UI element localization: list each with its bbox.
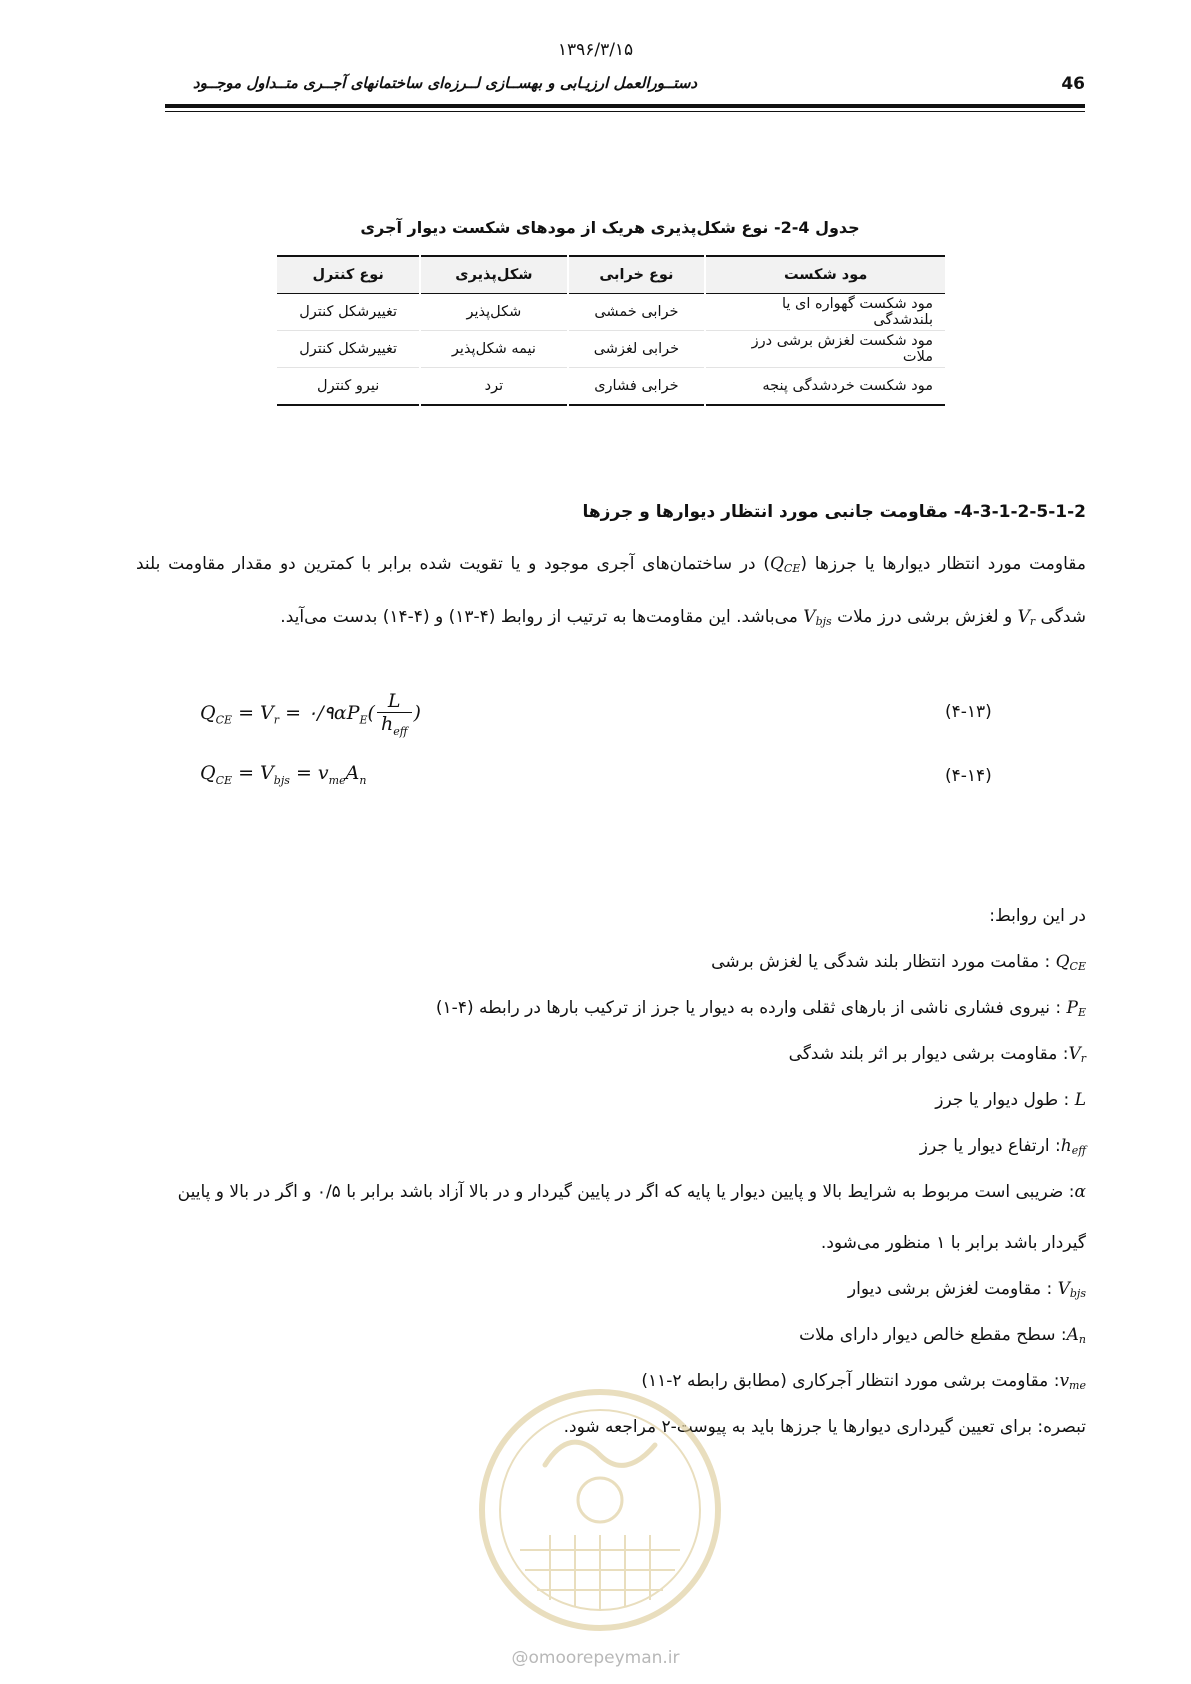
- def-text: ضریبی است مربوط به شرایط بالا و پایین دیوار یا پایه که اگر در پایین گیردار و در بالا آزاد باشد برابر با ۰/۵ و اگر در بالا و پایین گیردار باشد برابر با ۱ منظور می‌شود.: [177, 1182, 1086, 1253]
- symbol-definitions: [136, 893, 1086, 1450]
- header-date: ۱۳۹۶/۳/۱۵: [557, 40, 634, 60]
- def-symbol: [1067, 998, 1086, 1018]
- def-symbol: [1067, 1325, 1086, 1345]
- eq-subscript: bjs: [273, 773, 290, 787]
- table-cell: نیرو کنترل: [276, 368, 420, 406]
- eq-symbol: V: [260, 762, 274, 784]
- def-separator: :: [1063, 1182, 1075, 1202]
- body-paragraph: [136, 540, 1086, 646]
- table-cell: خرابی لغزشی: [568, 331, 706, 368]
- def-text: طول دیوار یا جرز: [935, 1090, 1059, 1110]
- eq-symbol: Q: [200, 701, 216, 724]
- def-symbol: [1058, 1279, 1086, 1299]
- def-separator: :: [1039, 952, 1056, 972]
- symbol-letter: V: [803, 607, 816, 627]
- paragraph-text: و لغزش برشی درز ملات: [831, 607, 1018, 627]
- def-separator: :: [1058, 1090, 1075, 1110]
- definition-item: [136, 1266, 1086, 1312]
- table-cell: ترد: [420, 368, 567, 406]
- symbol-letter: V: [1017, 607, 1030, 627]
- def-symbol: [1061, 1136, 1086, 1156]
- def-symbol: [1056, 952, 1086, 972]
- table-cell: مود شکست لغزش برشی درز ملات: [705, 331, 945, 368]
- definition-item: [136, 1312, 1086, 1358]
- note-text: تبصره: برای تعیین گیرداری دیوارها یا جرزها باید به پیوست-۲ مراجعه شود.: [563, 1417, 1086, 1437]
- eq-subscript: eff: [393, 724, 408, 738]
- def-text: مقاومت برشی دیوار بر اثر بلند شدگی: [788, 1044, 1058, 1064]
- table-cell: نیمه شکل‌پذیر: [420, 331, 567, 368]
- def-separator: :: [1049, 998, 1067, 1018]
- def-text: نیروی فشاری ناشی از بارهای ثقلی وارده به دیوار یا جرز از ترکیب بارها در رابطه (۴-۱): [435, 998, 1050, 1018]
- table-cell: خرابی فشاری: [568, 368, 706, 406]
- symbol-letter: Q: [1055, 952, 1070, 972]
- eq-fraction: [377, 690, 412, 738]
- symbol-letter: h: [1060, 1136, 1072, 1156]
- symbol-letter: A: [1066, 1325, 1079, 1345]
- def-separator: :: [1057, 1044, 1069, 1064]
- eq-subscript: CE: [215, 713, 233, 727]
- def-text: مقامت مورد انتظار بلند شدگی یا لغزش برشی: [711, 952, 1040, 972]
- symbol-letter: Q: [769, 554, 784, 574]
- table-row: [276, 368, 945, 406]
- eq-symbol: V: [260, 701, 274, 724]
- header-rule: [165, 104, 1085, 108]
- eq-operator: =: [285, 701, 302, 724]
- symbol-subscript: E: [1077, 1006, 1086, 1019]
- header-title: دستــورالعمل ارزیـابی و بهســازی لــرزه‌ای ساختمانهای آجــری متــداول موجــود: [192, 74, 698, 92]
- table-row: [276, 294, 945, 331]
- def-separator: :: [1048, 1371, 1060, 1391]
- definition-item: [136, 939, 1086, 985]
- symbol-subscript: CE: [783, 562, 801, 575]
- table-caption: جدول 4-2- نوع شکل‌پذیری هریک از مودهای شکست دیوار آجری: [360, 218, 860, 237]
- eq-subscript: n: [359, 773, 367, 787]
- def-separator: :: [1041, 1279, 1058, 1299]
- definition-item: [136, 1123, 1086, 1169]
- symbol-subscript: r: [1029, 615, 1036, 628]
- def-symbol: [1068, 1044, 1086, 1064]
- symbol-letter: V: [1068, 1044, 1081, 1064]
- definition-item: [136, 1077, 1086, 1123]
- symbol-letter: V: [1057, 1279, 1070, 1299]
- def-text: مقاومت برشی مورد انتظار آجرکاری (مطابق رابطه ۲-۱۱): [641, 1371, 1049, 1391]
- symbol-qce: [770, 554, 800, 574]
- eq-operator: =: [238, 762, 254, 784]
- column-header-control-type: نوع کنترل: [276, 256, 420, 294]
- eq-symbol: v: [317, 762, 329, 784]
- paragraph-text: می‌باشد. این مقاومت‌ها به ترتیب از روابط (۴-۱۳) و (۴-۱۴) بدست می‌آید.: [280, 607, 804, 627]
- paragraph-text: ) در ساختمان‌های آجری موجود و یا تقویت شده برابر با کمترین دو مقدار مقاومت بلند شدگی: [136, 554, 1086, 627]
- table-cell: مود شکست خردشدگی پنجه: [705, 368, 945, 406]
- eq-coefficient: ۰/۹αP: [307, 701, 360, 724]
- symbol-subscript: eff: [1071, 1144, 1086, 1157]
- symbol-subscript: r: [1080, 1052, 1086, 1065]
- definition-item: [136, 985, 1086, 1031]
- symbol-subscript: bjs: [1069, 1287, 1086, 1300]
- definition-item: [136, 1031, 1086, 1077]
- def-separator: :: [1055, 1325, 1067, 1345]
- column-header-ductility: شکل‌پذیری: [420, 256, 567, 294]
- eq-operator: =: [238, 701, 254, 724]
- equation-number: (۴-۱۳): [945, 702, 992, 722]
- eq-numerator: L: [377, 690, 412, 713]
- equation-number: (۴-۱۴): [945, 766, 992, 786]
- symbol-letter: L: [1074, 1090, 1086, 1110]
- def-symbol: [1059, 1371, 1086, 1391]
- eq-subscript: me: [328, 773, 346, 787]
- column-header-failure-mode: مود شکست: [705, 256, 945, 294]
- equation-4-13: $Q_{CE} = V_r$ = $۰/۹\alpha P_E$( $\frac{L}{h_{eff}}$ ): [200, 690, 421, 738]
- def-text: مقاومت لغزش برشی دیوار: [847, 1279, 1042, 1299]
- failure-modes-table: [275, 255, 945, 406]
- eq-operator: =: [295, 762, 312, 784]
- symbol-subscript: me: [1069, 1379, 1086, 1392]
- def-separator: :: [1049, 1136, 1061, 1156]
- table-cell: تغییرشکل کنترل: [276, 331, 420, 368]
- eq-subscript: E: [359, 713, 368, 727]
- def-text: ارتفاع دیوار یا جرز: [919, 1136, 1050, 1156]
- symbol-letter: v: [1059, 1371, 1070, 1391]
- running-header: [165, 74, 1085, 100]
- section-heading: 4-3-1-2-5-1-2- مقاومت جانبی مورد انتظار دیوارها و جرزها: [582, 502, 1086, 522]
- table-row: [276, 331, 945, 368]
- watermark-seal-logo: [475, 1385, 725, 1635]
- page-number: 46: [1061, 74, 1085, 94]
- paragraph-text: مقاومت مورد انتظار دیوارها یا جرزها (: [800, 554, 1087, 574]
- column-header-damage-type: نوع خرابی: [568, 256, 706, 294]
- eq-symbol: A: [345, 762, 360, 784]
- symbol-subscript: n: [1078, 1333, 1086, 1346]
- table-cell: شکل‌پذیر: [420, 294, 567, 331]
- eq-symbol: Q: [200, 762, 216, 784]
- symbol-vr: [1018, 607, 1036, 627]
- symbol-subscript: CE: [1069, 960, 1086, 973]
- symbol-subscript: bjs: [815, 615, 832, 628]
- eq-symbol: h: [380, 713, 394, 735]
- watermark-site: @omoorepeyman.ir: [511, 1648, 680, 1668]
- eq-subscript: CE: [215, 773, 233, 787]
- definitions-intro: در این روابط:: [989, 906, 1086, 926]
- symbol-letter: α: [1074, 1182, 1086, 1202]
- symbol-vbjs: [803, 607, 831, 627]
- table-cell: مود شکست گهواره ای یا بلندشدگی: [705, 294, 945, 331]
- def-symbol: [1075, 1090, 1086, 1110]
- symbol-letter: P: [1066, 998, 1078, 1018]
- eq-denominator: [377, 713, 412, 738]
- table-header-row: [276, 256, 945, 294]
- header-rule-thin: [165, 111, 1085, 112]
- def-text: سطح مقطع خالص دیوار دارای ملات: [799, 1325, 1056, 1345]
- def-symbol: [1075, 1182, 1086, 1202]
- table-cell: خرابی خمشی: [568, 294, 706, 331]
- equation-4-14: [200, 762, 366, 787]
- eq-subscript: r: [273, 713, 280, 727]
- definition-item: [136, 1169, 1086, 1266]
- table-cell: تغییرشکل کنترل: [276, 294, 420, 331]
